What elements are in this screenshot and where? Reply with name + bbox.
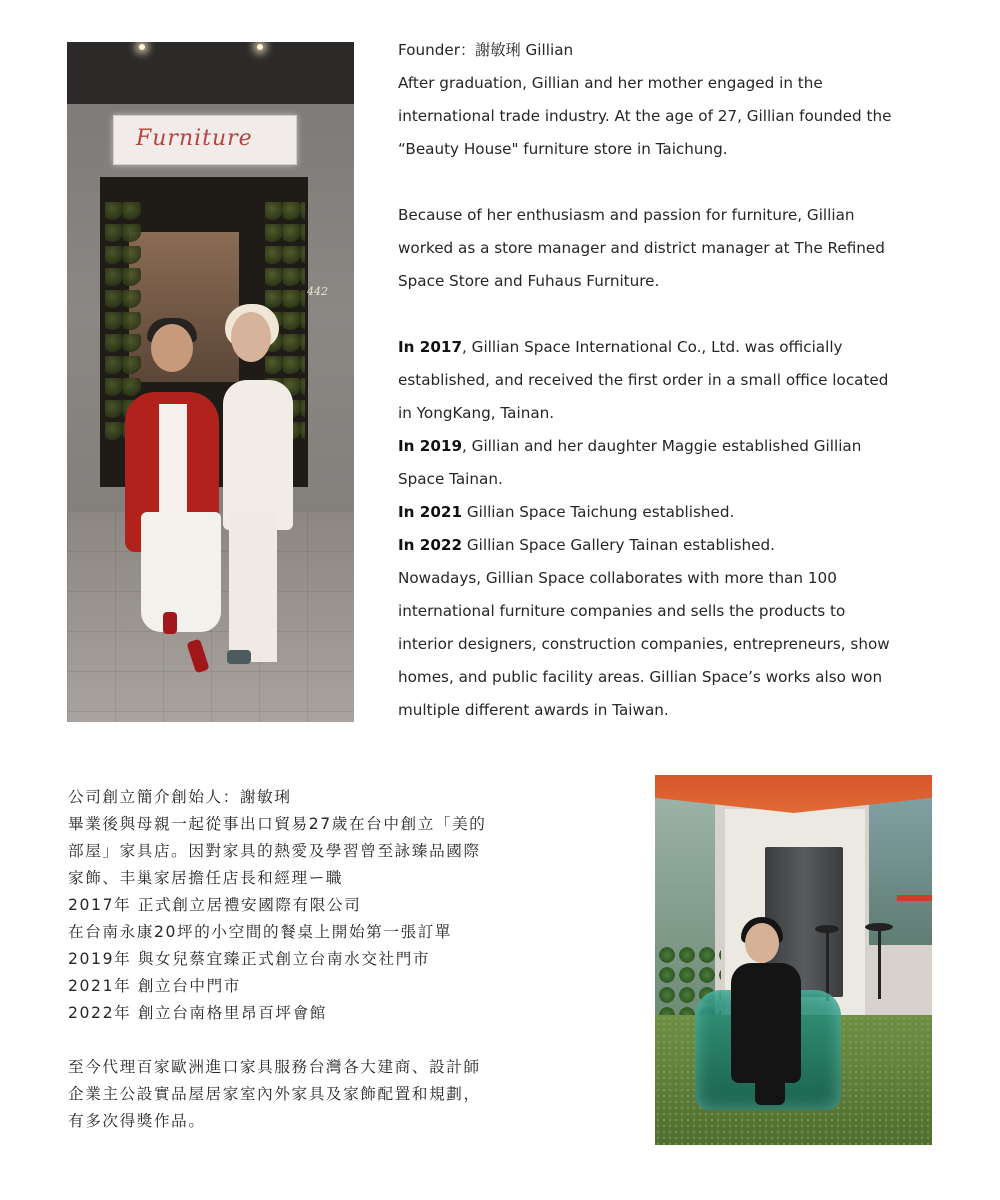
bio-line: interior designers, construction companies, entrepreneurs, show — [398, 635, 890, 653]
english-bio — [398, 34, 938, 727]
milestone-year: In 2019 — [398, 437, 463, 455]
bio-line: After graduation, Gillian and her mother engaged in the — [398, 74, 823, 92]
milestone-2022: In 2022 Gillian Space Gallery Tainan established. — [398, 536, 775, 554]
bio-line: worked as a store manager and district manager at The Refined — [398, 239, 885, 257]
bio-line: international furniture companies and sells the products to — [398, 602, 846, 620]
store-sign-text: Furniture — [136, 126, 253, 151]
milestone-year: In 2017 — [398, 338, 463, 356]
bio-line: in YongKang, Tainan. — [398, 404, 555, 422]
zh-line: 2021年 創立台中門市 — [68, 977, 241, 995]
zh-line: 在台南永康20坪的小空間的餐桌上開始第一張訂單 — [68, 923, 453, 941]
milestone-2019: In 2019, Gillian and her daughter Maggie established Gillian — [398, 437, 862, 455]
zh-line: 2022年 創立台南格里昂百坪會館 — [68, 1004, 327, 1022]
bio-line: homes, and public facility areas. Gillian Space’s works also won — [398, 668, 883, 686]
zh-line: 畢業後與母親一起從事出口貿易27歲在台中創立「美的 — [68, 815, 487, 833]
zh-line: 家飾、丰巢家居擔任店長和經理ー職 — [68, 869, 344, 887]
bio-line: established, and received the first order in a small office located — [398, 371, 889, 389]
zh-line: 至今代理百家歐洲進口家具服務台灣各大建商、設計師 — [68, 1058, 481, 1076]
zh-line: 公司創立簡介創始人：謝敏琍 — [68, 788, 292, 806]
store-sign — [113, 115, 297, 165]
zh-line: 2017年 正式創立居禮安國際有限公司 — [68, 896, 362, 914]
bio-line: “Beauty House" furniture store in Taichung. — [398, 140, 728, 158]
milestone-2021: In 2021 Gillian Space Taichung established. — [398, 503, 735, 521]
bio-line: international trade industry. At the age of 27, Gillian founded the — [398, 107, 892, 125]
zh-line: 2019年 與女兒蔡宜臻正式創立台南水交社門市 — [68, 950, 431, 968]
milestone-year: In 2021 — [398, 503, 463, 521]
founders-storefront-photo — [67, 42, 354, 722]
bio-line: Space Tainan. — [398, 470, 503, 488]
bio-line: Because of her enthusiasm and passion for furniture, Gillian — [398, 206, 855, 224]
milestone-2017: In 2017, Gillian Space International Co., Ltd. was officially — [398, 338, 843, 356]
chinese-bio — [68, 784, 628, 1135]
zh-line: 企業主公設實品屋居家室內外家具及家飾配置和規劃， — [68, 1085, 481, 1103]
bio-line: Nowadays, Gillian Space collaborates with more than 100 — [398, 569, 837, 587]
bio-line: Space Store and Fuhaus Furniture. — [398, 272, 660, 290]
showroom-chair-photo — [655, 775, 932, 1145]
milestone-year: In 2022 — [398, 536, 463, 554]
zh-line: 有多次得獎作品。 — [68, 1112, 206, 1130]
bio-line: multiple different awards in Taiwan. — [398, 701, 669, 719]
zh-line: 部屋」家具店。因對家具的熱愛及學習曾至詠臻品國際 — [68, 842, 481, 860]
building-number: 442 — [307, 285, 328, 298]
founder-line: Founder：謝敏琍 Gillian — [398, 41, 574, 59]
